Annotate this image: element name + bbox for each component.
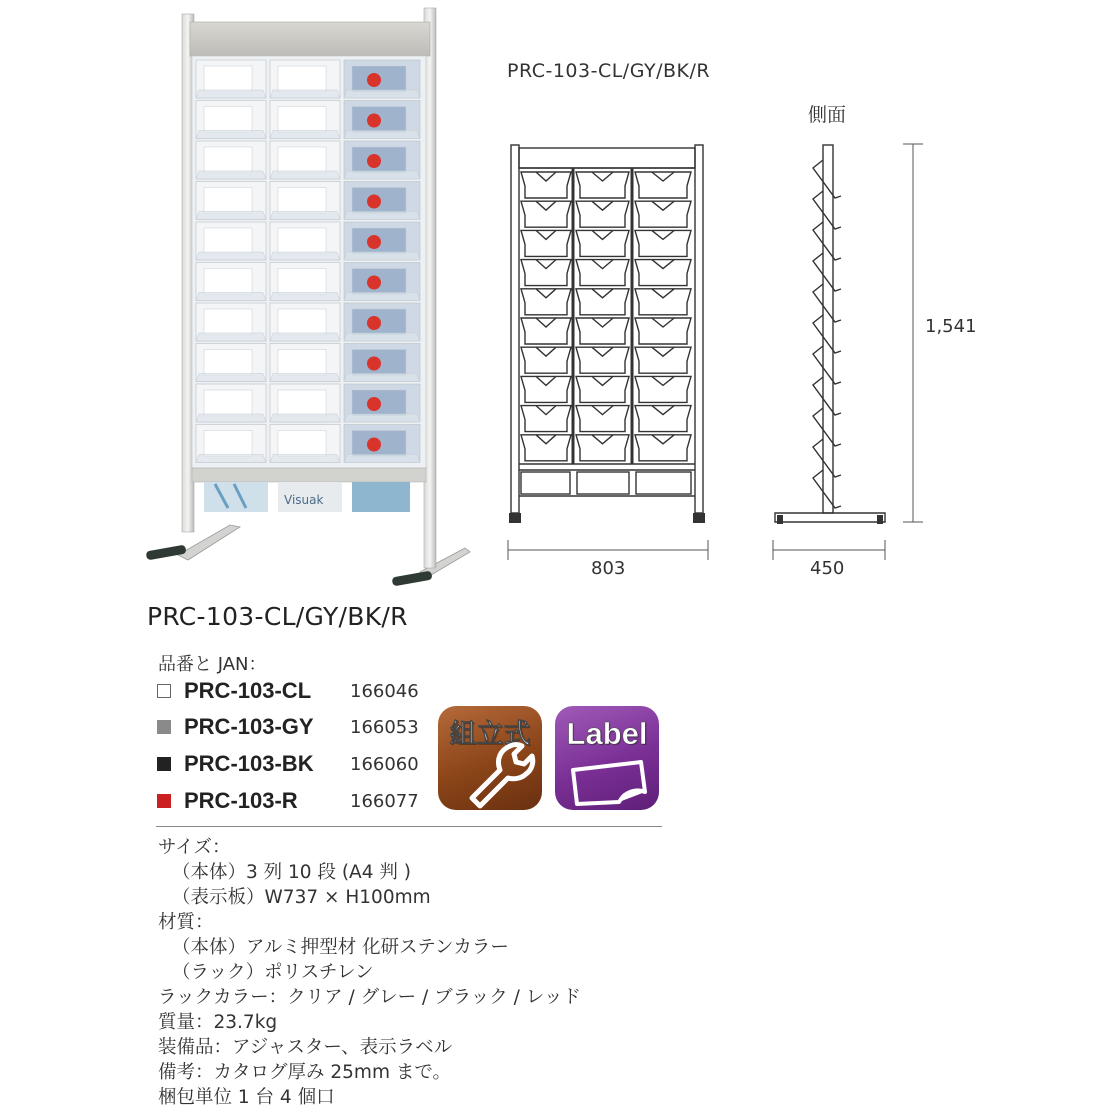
photo-pocket-lip — [344, 455, 420, 463]
photo-pamphlet — [278, 66, 326, 92]
photo-pocket-lip — [270, 374, 340, 382]
photo-pamphlet-logo — [367, 73, 381, 87]
spec-material-rack: （ラック）ポリスチレン — [172, 962, 374, 983]
pocket-outline — [521, 347, 571, 373]
photo-pocket-lip — [196, 455, 266, 463]
label-sticker-icon — [555, 706, 659, 810]
assembly-badge-label: 組立式 — [449, 719, 531, 749]
technical-drawing — [495, 130, 965, 570]
photo-pocket-lip — [270, 212, 340, 220]
photo-pamphlet-logo — [367, 397, 381, 411]
pocket-notch — [592, 201, 613, 210]
photo-pocket-lip — [270, 131, 340, 139]
pocket-notch — [536, 172, 556, 181]
photo-pamphlet — [204, 147, 252, 173]
photo-pamphlet — [278, 147, 326, 173]
pocket-outline — [576, 347, 629, 373]
pocket-outline — [521, 435, 571, 461]
pocket-outline — [521, 172, 571, 198]
variant-row-bk — [157, 749, 419, 779]
photo-pocket-lip — [196, 212, 266, 220]
pocket-outline — [635, 260, 691, 286]
dimension-width: 803 — [591, 558, 626, 579]
pocket-outline — [521, 230, 571, 256]
photo-pocket-lip — [196, 374, 266, 382]
pocket-notch — [652, 406, 674, 415]
pocket-notch — [652, 201, 674, 210]
pocket-notch — [592, 289, 613, 298]
pocket-notch — [536, 347, 556, 356]
pocket-outline — [521, 376, 571, 402]
swatch-black — [157, 757, 171, 771]
label-badge — [555, 706, 659, 810]
photo-pocket-lip — [270, 90, 340, 98]
swatch-gray — [157, 720, 171, 734]
photo-pamphlet — [278, 350, 326, 376]
variant-jan: 166046 — [350, 680, 419, 702]
variant-code: PRC-103-BK — [184, 751, 314, 776]
photo-pocket-lip — [196, 414, 266, 422]
label-badge-label: Label — [566, 716, 648, 751]
photo-pamphlet — [278, 431, 326, 457]
jan-label: 品番と JAN： — [158, 654, 267, 675]
photo-pocket-lip — [196, 333, 266, 341]
variant-jan: 166077 — [350, 790, 419, 812]
pocket-outline — [576, 289, 629, 315]
photo-pamphlet — [278, 390, 326, 416]
pocket-notch — [592, 376, 613, 385]
pocket-outline — [576, 201, 629, 227]
pocket-outline — [635, 172, 691, 198]
photo-pocket-lip — [344, 374, 420, 382]
photo-pamphlet — [204, 431, 252, 457]
photo-pocket-lip — [270, 252, 340, 260]
photo-pamphlet-logo — [367, 438, 381, 452]
photo-pocket-lip — [344, 333, 420, 341]
drawing-title: PRC-103-CL/GY/BK/R — [507, 60, 711, 82]
swatch-clear — [157, 684, 171, 698]
pocket-outline — [576, 435, 629, 461]
model-heading: PRC-103-CL/GY/BK/R — [147, 602, 408, 631]
photo-pamphlet-logo — [367, 276, 381, 290]
pocket-outline — [635, 201, 691, 227]
photo-pocket-lip — [270, 171, 340, 179]
pocket-notch — [536, 318, 556, 327]
side-view-label: 側面 — [808, 104, 847, 126]
photo-pocket-lip — [344, 414, 420, 422]
photo-pocket-lip — [196, 252, 266, 260]
photo-pamphlet — [204, 188, 252, 214]
pocket-outline — [576, 406, 629, 432]
pocket-notch — [652, 260, 674, 269]
variant-jan: 166053 — [350, 716, 419, 738]
wrench-icon — [438, 706, 542, 810]
pocket-outline — [576, 318, 629, 344]
photo-pocket-lip — [344, 131, 420, 139]
spec-size-heading: サイズ： — [158, 837, 231, 858]
variant-code: PRC-103-CL — [184, 678, 312, 703]
photo-pocket-lip — [344, 212, 420, 220]
pocket-outline — [635, 347, 691, 373]
spec-remarks: 備考：カタログ厚み 25mm まで。 — [158, 1062, 451, 1083]
pocket-notch — [536, 435, 556, 444]
spec-size-body: （本体）3 列 10 段 (A4 判 ) — [172, 862, 411, 883]
photo-pamphlet-logo — [367, 316, 381, 330]
dimension-depth: 450 — [810, 558, 845, 579]
photo-pamphlet — [278, 188, 326, 214]
swatch-red — [157, 794, 171, 808]
pocket-notch — [536, 260, 556, 269]
pocket-outline — [635, 318, 691, 344]
pocket-notch — [536, 201, 556, 210]
spec-equipment: 装備品：アジャスター、表示ラベル — [158, 1037, 453, 1058]
photo-pocket-lip — [344, 252, 420, 260]
photo-pocket-lip — [270, 414, 340, 422]
photo-pamphlet — [278, 269, 326, 295]
photo-pamphlet — [278, 107, 326, 133]
photo-pocket-lip — [196, 131, 266, 139]
photo-pamphlet — [278, 228, 326, 254]
pocket-outline — [635, 435, 691, 461]
divider — [156, 826, 662, 827]
pocket-outline — [576, 376, 629, 402]
pocket-notch — [592, 260, 613, 269]
photo-pamphlet — [204, 269, 252, 295]
photo-pocket-lip — [270, 293, 340, 301]
pocket-outline — [521, 260, 571, 286]
photo-pocket-lip — [344, 90, 420, 98]
dimension-height: 1,541 — [925, 316, 977, 337]
variant-code: PRC-103-R — [184, 788, 298, 813]
pocket-notch — [652, 230, 674, 239]
pocket-outline — [576, 260, 629, 286]
spec-weight: 質量：23.7kg — [158, 1012, 278, 1033]
variant-row-cl — [157, 676, 419, 706]
photo-pocket-lip — [196, 171, 266, 179]
pocket-outline — [635, 230, 691, 256]
photo-pamphlet — [204, 309, 252, 335]
pocket-outline — [521, 318, 571, 344]
photo-pamphlet — [278, 309, 326, 335]
photo-pamphlet — [204, 350, 252, 376]
variant-code: PRC-103-GY — [184, 714, 314, 739]
pocket-outline — [521, 201, 571, 227]
pocket-notch — [652, 172, 674, 181]
spec-size-panel: （表示板）W737 × H100mm — [172, 887, 431, 908]
spec-packing: 梱包単位 1 台 4 個口 — [158, 1087, 335, 1108]
photo-pocket-lip — [270, 333, 340, 341]
pocket-notch — [652, 318, 674, 327]
pocket-outline — [635, 289, 691, 315]
photo-pocket-lip — [344, 293, 420, 301]
pocket-outline — [576, 230, 629, 256]
photo-pamphlet-logo — [367, 235, 381, 249]
pocket-notch — [652, 289, 674, 298]
photo-pamphlet-logo — [367, 114, 381, 128]
pocket-notch — [592, 230, 613, 239]
photo-pamphlet — [204, 107, 252, 133]
photo-pamphlet-logo — [367, 154, 381, 168]
pocket-notch — [592, 318, 613, 327]
pocket-notch — [536, 230, 556, 239]
pocket-notch — [536, 406, 556, 415]
photo-pamphlet-logo — [367, 357, 381, 371]
pocket-outline — [521, 406, 571, 432]
photo-pamphlet-logo — [367, 195, 381, 209]
spec-material-body: （本体）アルミ押型材 化研ステンカラー — [172, 937, 509, 958]
pocket-notch — [592, 406, 613, 415]
pocket-notch — [536, 376, 556, 385]
pocket-notch — [592, 435, 613, 444]
pocket-outline — [635, 406, 691, 432]
photo-pamphlet — [204, 66, 252, 92]
pocket-notch — [652, 347, 674, 356]
pocket-notch — [652, 376, 674, 385]
variant-jan: 166060 — [350, 753, 419, 775]
pocket-notch — [652, 435, 674, 444]
photo-pocket-lip — [196, 90, 266, 98]
side-pocket — [813, 160, 841, 198]
spec-material-heading: 材質： — [158, 912, 214, 933]
pocket-notch — [536, 289, 556, 298]
spec-rack-color: ラックカラー：クリア / グレー / ブラック / レッド — [158, 987, 582, 1008]
product-photo — [130, 0, 490, 600]
pocket-notch — [592, 172, 613, 181]
photo-pocket-lip — [270, 455, 340, 463]
pocket-outline — [521, 289, 571, 315]
variant-row-gy — [157, 712, 419, 742]
variant-row-r — [157, 786, 419, 816]
assembly-badge — [438, 706, 542, 810]
photo-pamphlet — [204, 228, 252, 254]
photo-pamphlet — [204, 390, 252, 416]
photo-pocket-lip — [196, 293, 266, 301]
photo-pocket-lip — [344, 171, 420, 179]
pocket-outline — [635, 376, 691, 402]
photo-card-brand: Visuak — [284, 493, 324, 507]
pocket-outline — [576, 172, 629, 198]
pocket-notch — [592, 347, 613, 356]
